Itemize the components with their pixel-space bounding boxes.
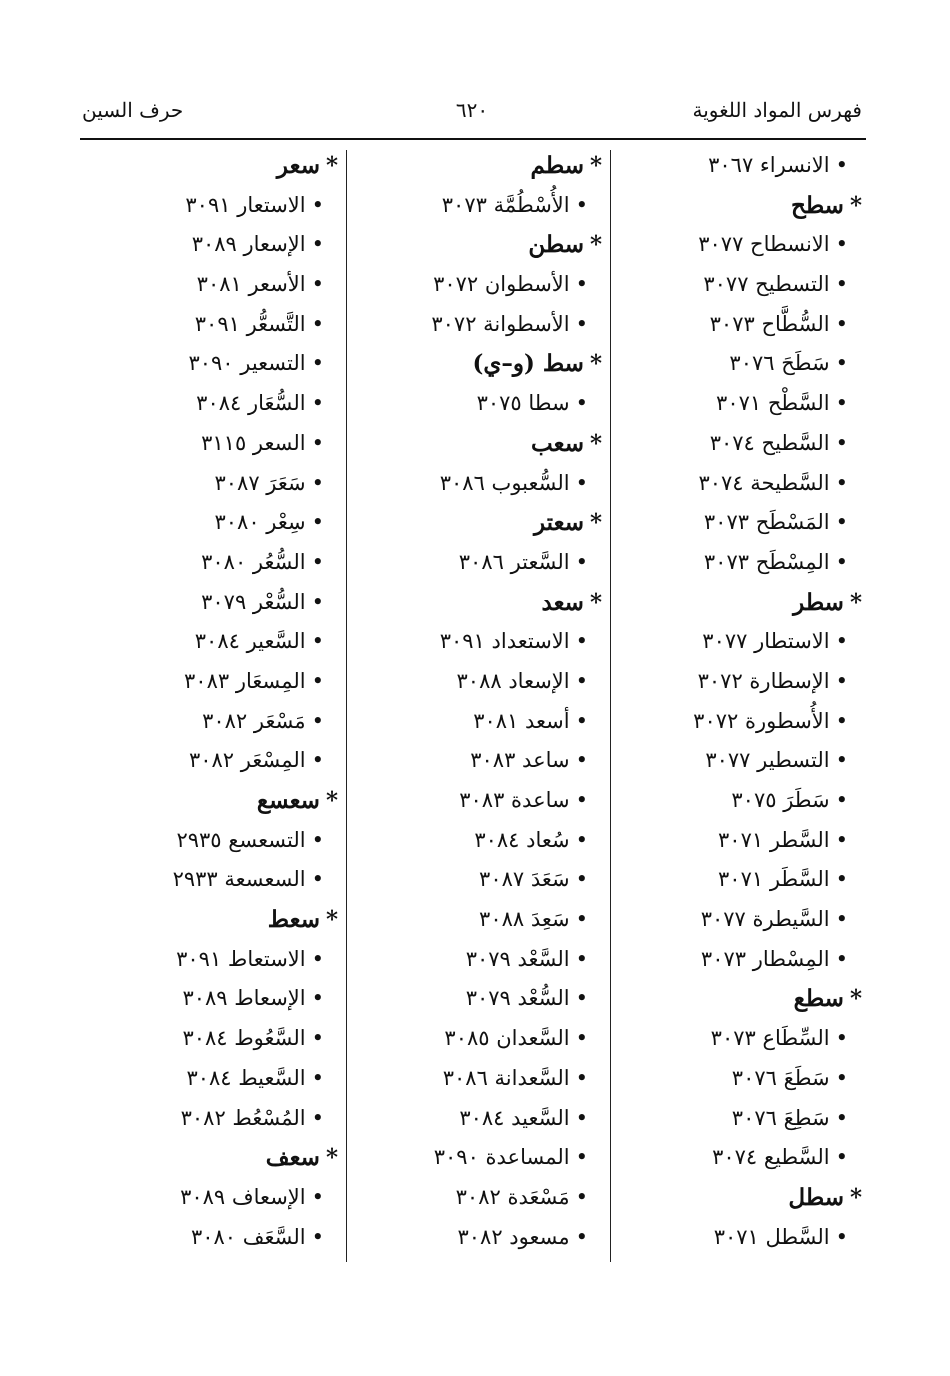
bullet-icon: • [835, 827, 848, 852]
entry-text: السَّعتر ٣٠٨٦ [458, 549, 570, 574]
bullet-icon: • [835, 788, 848, 812]
entry-text: مَسْعَر ٣٠٨٢ [202, 708, 306, 733]
bullet-icon: • [311, 1026, 324, 1051]
entry-text: السُّعبوب ٣٠٨٦ [439, 470, 570, 495]
header-rule [80, 138, 866, 140]
root-label: سطر [793, 588, 844, 616]
bullet-icon: • [311, 549, 324, 574]
bullet-icon: • [575, 1145, 588, 1170]
bullet-icon: • [835, 1224, 848, 1249]
bullet-icon: • [575, 629, 588, 654]
root-label: سطن [528, 231, 584, 259]
index-entry [616, 860, 862, 900]
entry-text: المُسْعُط ٣٠٨٢ [180, 1105, 306, 1130]
index-entry [616, 662, 862, 702]
index-entry [352, 1099, 602, 1139]
entry-text: السَّعَف ٣٠٨٠ [190, 1224, 306, 1249]
index-entry [80, 940, 338, 980]
entry-text: الأُسطورة ٣٠٧٢ [693, 708, 830, 733]
root-label: سعسع [256, 787, 320, 814]
index-entry [352, 186, 602, 226]
bullet-icon: • [575, 1184, 588, 1209]
index-entry [352, 741, 602, 781]
entry-text: مسعود ٣٠٨٢ [457, 1224, 570, 1249]
bullet-icon: • [835, 351, 848, 376]
root-label: سعط [267, 906, 320, 934]
entry-text: المِسْطار ٣٠٧٣ [700, 946, 830, 971]
entry-text: الاستعاط ٣٠٩١ [176, 946, 306, 971]
index-entry [352, 781, 602, 821]
entry-text: السُّعْد ٣٠٧٩ [465, 986, 570, 1011]
entry-text: سَطَحَ ٣٠٧٦ [729, 351, 830, 376]
index-entry [352, 1138, 602, 1178]
bullet-icon: • [311, 867, 324, 892]
entry-text: الأسعر ٣٠٨١ [196, 272, 306, 297]
entry-text: السعر ٣١١٥ [201, 430, 306, 455]
index-entry [352, 543, 602, 583]
index-entry [616, 702, 862, 742]
entry-text: سُعاد ٣٠٨٤ [474, 827, 570, 852]
entry-text: السَّعدانة ٣٠٨٦ [442, 1065, 570, 1090]
entry-text: المِسْعَر ٣٠٨٢ [188, 748, 306, 773]
entry-text: السُّعُر ٣٠٨٠ [201, 549, 306, 574]
root-entry [80, 781, 338, 821]
running-title: فهرس المواد اللغوية [692, 98, 862, 122]
bullet-icon: • [835, 629, 848, 654]
index-column-middle [352, 146, 602, 1257]
bullet-icon: • [835, 272, 848, 297]
bullet-icon: • [311, 391, 324, 416]
bullet-icon: • [311, 192, 324, 217]
bullet-icon: • [575, 986, 588, 1011]
index-entry [80, 424, 338, 464]
entry-text: سِعْر ٣٠٨٠ [214, 510, 306, 535]
bullet-icon: • [311, 1184, 324, 1209]
root-entry [616, 979, 862, 1019]
index-entry [352, 622, 602, 662]
index-entry [616, 543, 862, 583]
entry-text: الانسراء ٣٠٦٧ [708, 153, 830, 177]
entry-text: التسطيح ٣٠٧٧ [703, 272, 830, 297]
bullet-icon: • [835, 907, 848, 932]
asterisk-marker: * [325, 152, 338, 179]
entry-text: السَّعير ٣٠٨٤ [194, 629, 306, 654]
index-entry [80, 622, 338, 662]
page-number: ٦٢٠ [455, 98, 489, 122]
index-entry [80, 225, 338, 265]
bullet-icon: • [311, 351, 324, 376]
bullet-icon: • [835, 1145, 848, 1170]
entry-text: الإسعاف ٣٠٨٩ [180, 1184, 306, 1209]
entry-text: الأسطوان ٣٠٧٢ [433, 272, 570, 297]
bullet-icon: • [835, 1105, 848, 1130]
entry-text: سَطِعَ ٣٠٧٦ [731, 1105, 830, 1130]
bullet-icon: • [311, 748, 324, 773]
root-entry [352, 583, 602, 623]
asterisk-marker: * [849, 985, 862, 1013]
bullet-icon: • [835, 668, 848, 693]
bullet-icon: • [575, 1224, 588, 1249]
asterisk-marker: * [589, 152, 602, 179]
entry-text: مَسْعَدة ٣٠٨٢ [455, 1184, 570, 1209]
entry-text: الإسعاد ٣٠٨٨ [456, 668, 570, 693]
asterisk-marker: * [849, 1183, 862, 1211]
entry-text: السُّطَّاح ٣٠٧٣ [709, 311, 830, 336]
bullet-icon: • [835, 867, 848, 892]
entry-text: السَّطر ٣٠٧١ [718, 827, 830, 852]
root-entry [616, 1178, 862, 1218]
root-label: سعر [276, 152, 320, 179]
index-entry [616, 424, 862, 464]
entry-text: الأسطوانة ٣٠٧٢ [431, 311, 570, 336]
bullet-icon: • [311, 311, 324, 336]
bullet-icon: • [835, 232, 848, 257]
index-entry [80, 583, 338, 623]
index-entry [80, 344, 338, 384]
bullet-icon: • [575, 1105, 588, 1130]
bullet-icon: • [311, 946, 324, 971]
bullet-icon: • [575, 668, 588, 693]
entry-text: السُّعَار ٣٠٨٤ [196, 391, 306, 416]
entry-text: ساعد ٣٠٨٣ [470, 748, 570, 773]
root-label: سطع [793, 985, 844, 1013]
index-entry [352, 702, 602, 742]
bullet-icon: • [575, 192, 588, 217]
page-header [82, 92, 862, 128]
index-entry [80, 1019, 338, 1059]
asterisk-marker: * [589, 588, 602, 616]
bullet-icon: • [575, 748, 588, 773]
entry-text: السَّعُوط ٣٠٨٤ [182, 1026, 306, 1051]
root-entry [616, 583, 862, 623]
index-entry [616, 741, 862, 781]
entry-text: الاستطار ٣٠٧٧ [702, 629, 830, 654]
index-entry [80, 265, 338, 305]
bullet-icon: • [835, 470, 848, 495]
bullet-icon: • [835, 311, 848, 336]
index-entry [616, 464, 862, 504]
root-label: سعتر [533, 509, 584, 537]
entry-text: المساعدة ٣٠٩٠ [433, 1145, 570, 1170]
index-entry [616, 940, 862, 980]
asterisk-marker: * [325, 1144, 338, 1172]
index-entry [616, 384, 862, 424]
entry-text: سَعَدَ ٣٠٨٧ [479, 867, 570, 892]
asterisk-marker: * [325, 906, 338, 934]
entry-text: المَسْطَح ٣٠٧٣ [703, 510, 830, 535]
index-entry [352, 662, 602, 702]
entry-text: التسعسع ٢٩٣٥ [176, 827, 306, 852]
index-entry [352, 821, 602, 861]
entry-text: السَّيطرة ٣٠٧٧ [700, 907, 830, 932]
column-divider [610, 150, 611, 1262]
bullet-icon: • [575, 1065, 588, 1090]
bullet-icon: • [835, 391, 848, 416]
index-entry [352, 900, 602, 940]
bullet-icon: • [311, 986, 324, 1011]
index-entry [80, 821, 338, 861]
root-label: سطم [530, 152, 584, 179]
index-entry [616, 146, 862, 186]
entry-text: السعسعة ٢٩٣٣ [172, 867, 306, 892]
bullet-icon: • [311, 1224, 324, 1249]
index-entry [80, 305, 338, 345]
index-entry [80, 662, 338, 702]
bullet-icon: • [311, 510, 324, 535]
index-entry [616, 503, 862, 543]
entry-text: الاستعداد ٣٠٩١ [439, 629, 570, 654]
bullet-icon: • [575, 1026, 588, 1051]
index-entry [80, 464, 338, 504]
bullet-icon: • [835, 708, 848, 733]
bullet-icon: • [575, 311, 588, 336]
bullet-icon: • [311, 470, 324, 495]
asterisk-marker: * [325, 787, 338, 814]
index-entry [80, 503, 338, 543]
entry-text: المِسعَار ٣٠٨٣ [184, 668, 306, 693]
index-entry [80, 1218, 338, 1258]
index-entry [80, 979, 338, 1019]
entry-text: أسعد ٣٠٨١ [473, 708, 570, 733]
index-entry [352, 384, 602, 424]
entry-text: السَّعيط ٣٠٨٤ [186, 1065, 306, 1090]
bullet-icon: • [311, 232, 324, 257]
bullet-icon: • [575, 907, 588, 932]
entry-text: السَّعيد ٣٠٨٤ [459, 1105, 570, 1130]
index-entry [616, 344, 862, 384]
bullet-icon: • [575, 708, 588, 733]
bullet-icon: • [835, 1065, 848, 1090]
entry-text: الأُسْطُمَّة ٣٠٧٣ [441, 192, 570, 217]
index-entry [616, 265, 862, 305]
entry-text: سَعَرَ ٣٠٨٧ [214, 470, 306, 495]
asterisk-marker: * [589, 350, 602, 378]
index-entry [616, 781, 862, 821]
entry-text: التسعير ٣٠٩٠ [188, 351, 306, 376]
index-entry [616, 225, 862, 265]
entry-text: ساعدة ٣٠٨٣ [459, 788, 570, 812]
entry-text: السَّطيح ٣٠٧٤ [709, 430, 830, 455]
bullet-icon: • [835, 748, 848, 773]
entry-text: سَعِدَ ٣٠٨٨ [479, 907, 570, 932]
entry-text: الانسطاح ٣٠٧٧ [698, 232, 830, 257]
entry-text: السُّعْر ٣٠٧٩ [201, 589, 306, 614]
entry-text: التَّسعُّر ٣٠٩١ [194, 311, 306, 336]
root-label: سطل [788, 1183, 844, 1211]
index-entry [352, 1178, 602, 1218]
root-entry [352, 503, 602, 543]
bullet-icon: • [575, 549, 588, 574]
index-entry [352, 1019, 602, 1059]
index-entry [616, 821, 862, 861]
index-entry [80, 1178, 338, 1218]
bullet-icon: • [575, 946, 588, 971]
index-column-left [80, 146, 338, 1257]
root-entry [352, 146, 602, 186]
root-entry [80, 900, 338, 940]
index-column-right [616, 146, 862, 1257]
asterisk-marker: * [849, 191, 862, 219]
entry-text: المِسْطَح ٣٠٧٣ [703, 549, 830, 574]
index-entry [352, 1218, 602, 1258]
bullet-icon: • [835, 430, 848, 455]
bullet-icon: • [311, 708, 324, 733]
bullet-icon: • [311, 629, 324, 654]
index-entry [616, 622, 862, 662]
index-entry [80, 384, 338, 424]
root-entry [80, 146, 338, 186]
entry-text: السَّعدان ٣٠٨٥ [444, 1026, 570, 1051]
index-entry [616, 1138, 862, 1178]
bullet-icon: • [835, 1026, 848, 1051]
index-entry [616, 305, 862, 345]
bullet-icon: • [575, 827, 588, 852]
entry-text: السَّطل ٣٠٧١ [713, 1224, 830, 1249]
asterisk-marker: * [589, 429, 602, 457]
index-entry [352, 940, 602, 980]
index-entry [80, 1059, 338, 1099]
asterisk-marker: * [849, 588, 862, 616]
index-entry [352, 1059, 602, 1099]
bullet-icon: • [311, 1065, 324, 1090]
index-entry [616, 900, 862, 940]
index-entry [352, 305, 602, 345]
index-entry [352, 464, 602, 504]
entry-text: الإسعار ٣٠٨٩ [191, 232, 306, 257]
root-label: سط (و–ي) [472, 350, 584, 378]
root-entry [352, 225, 602, 265]
root-label: سعد [541, 588, 584, 616]
entry-text: سطا ٣٠٧٥ [476, 391, 570, 416]
column-divider [346, 150, 347, 1262]
root-label: سطح [790, 191, 844, 219]
entry-text: السَّطيحة ٣٠٧٤ [698, 470, 830, 495]
bullet-icon: • [311, 589, 324, 614]
section-title: حرف السين [82, 98, 184, 122]
bullet-icon: • [835, 549, 848, 574]
entry-text: سَطَرَ ٣٠٧٥ [731, 788, 830, 812]
bullet-icon: • [835, 153, 848, 177]
index-entry [352, 860, 602, 900]
root-entry [616, 186, 862, 226]
bullet-icon: • [575, 788, 588, 812]
bullet-icon: • [311, 430, 324, 455]
entry-text: سَطَعَ ٣٠٧٦ [731, 1065, 830, 1090]
bullet-icon: • [311, 668, 324, 693]
root-label: سعف [265, 1144, 320, 1172]
entry-text: السَّطْح ٣٠٧١ [716, 391, 830, 416]
bullet-icon: • [575, 470, 588, 495]
bullet-icon: • [575, 272, 588, 297]
index-entry [80, 702, 338, 742]
asterisk-marker: * [589, 509, 602, 537]
root-label: سعب [531, 429, 584, 457]
index-entry [616, 1019, 862, 1059]
bullet-icon: • [311, 827, 324, 852]
root-entry [352, 424, 602, 464]
entry-text: السَّطَر ٣٠٧١ [718, 867, 830, 892]
index-entry [80, 1099, 338, 1139]
index-entry [616, 1059, 862, 1099]
entry-text: الاستعار ٣٠٩١ [185, 192, 306, 217]
entry-text: السَّطيع ٣٠٧٤ [712, 1145, 830, 1170]
entry-text: الإسعاط ٣٠٨٩ [182, 986, 306, 1011]
index-entry [80, 543, 338, 583]
bullet-icon: • [835, 510, 848, 535]
bullet-icon: • [575, 867, 588, 892]
entry-text: السِّطَاع ٣٠٧٣ [710, 1026, 830, 1051]
asterisk-marker: * [589, 231, 602, 259]
bullet-icon: • [575, 391, 588, 416]
index-entry [80, 860, 338, 900]
root-entry [80, 1138, 338, 1178]
entry-text: التسطير ٣٠٧٧ [705, 748, 830, 773]
entry-text: الإسطارة ٣٠٧٢ [697, 668, 830, 693]
bullet-icon: • [311, 272, 324, 297]
index-entry [616, 1218, 862, 1258]
root-entry [352, 344, 602, 384]
index-entry [616, 1099, 862, 1139]
entry-text: السَّعْد ٣٠٧٩ [465, 946, 570, 971]
index-entry [80, 741, 338, 781]
bullet-icon: • [835, 946, 848, 971]
index-entry [352, 265, 602, 305]
index-entry [352, 979, 602, 1019]
index-entry [80, 186, 338, 226]
bullet-icon: • [311, 1105, 324, 1130]
